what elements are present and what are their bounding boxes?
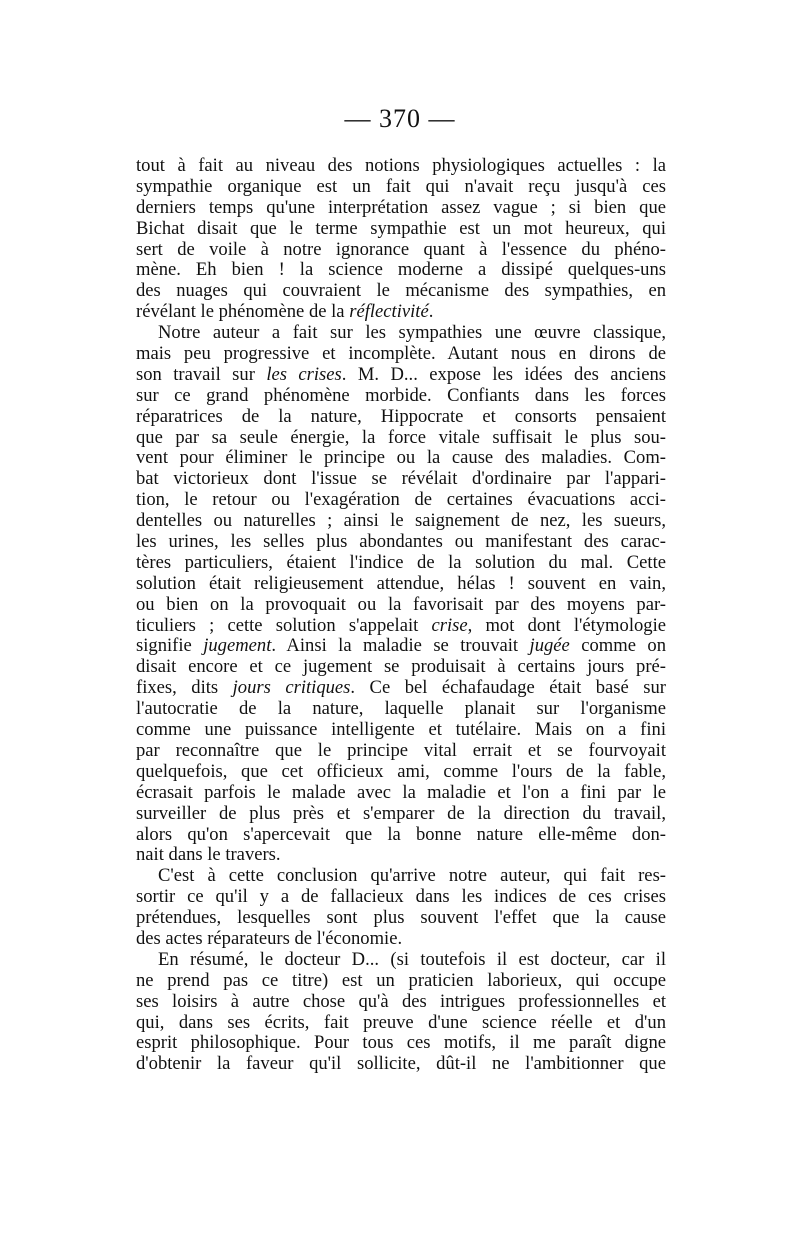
text-line: fixes, dits jours critiques. Ce bel échafaudage était basé sur (136, 678, 666, 699)
text-line: par reconnaître que le principe vital errait et se fourvoyait (136, 740, 666, 761)
text-line: sert de voile à notre ignorance quant à l'essence du phéno- (136, 239, 666, 260)
text-line: révélant le phénomène de la réflectivité. (136, 302, 434, 323)
text-line: son travail sur les crises. M. D... expose les idées des anciens (136, 364, 666, 385)
text-line: ses loisirs à autre chose qu'à des intrigues professionnelles et (136, 991, 666, 1012)
text-line: mais peu progressive et incomplète. Autant nous en dirons de (136, 344, 666, 365)
text-line: des actes réparateurs de l'économie. (136, 928, 403, 949)
text-line: quelquefois, que cet officieux ami, comme l'ours de la fable, (136, 761, 666, 782)
text-line: écrasait parfois le malade avec la maladie et l'on a fini par le (136, 782, 666, 803)
text-line: signifie jugement. Ainsi la maladie se trouvait jugée comme on (136, 636, 666, 657)
text-line: Notre auteur a fait sur les sympathies une œuvre classique, (158, 323, 666, 344)
paragraph (136, 866, 666, 950)
text-line: sympathie organique est un fait qui n'avait reçu jusqu'à ces (136, 176, 666, 197)
text-line: dentelles ou naturelles ; ainsi le saignement de nez, les sueurs, (136, 511, 666, 532)
text-line: les urines, les selles plus abondantes ou manifestant des carac- (136, 532, 666, 553)
text-line: tion, le retour ou l'exagération de certaines évacuations acci- (136, 490, 666, 511)
text-line: que par sa seule énergie, la force vitale suffisait le plus sou- (136, 427, 666, 448)
text-line: bat victorieux dont l'issue se révélait d'ordinaire par l'appari- (136, 469, 666, 490)
text-line: vent pour éliminer le principe ou la cause des maladies. Com- (136, 448, 666, 469)
text-line: tout à fait au niveau des notions physiologiques actuelles : la (136, 156, 666, 176)
text-line: l'autocratie de la nature, laquelle planait sur l'organisme (136, 699, 666, 720)
text-line: derniers temps qu'une interprétation assez vague ; si bien que (136, 197, 666, 218)
text-line: qui, dans ses écrits, fait preuve d'une science réelle et d'un (136, 1012, 666, 1033)
text-line: d'obtenir la faveur qu'il sollicite, dût-il ne l'ambitionner que (136, 1054, 666, 1075)
text-line: réparatrices de la nature, Hippocrate et consorts pensaient (136, 406, 666, 427)
text-line: En résumé, le docteur D... (si toutefois il est docteur, car il (158, 949, 666, 970)
text-line: surveiller de plus près et s'emparer de la direction du travail, (136, 803, 666, 824)
text-line: ou bien on la provoquait ou la favorisait par des moyens par- (136, 594, 666, 615)
text-line: sur ce grand phénomène morbide. Confiants dans les forces (136, 385, 666, 406)
text-line: ne prend pas ce titre) est un praticien laborieux, qui occupe (136, 970, 666, 991)
text-line: alors qu'on s'apercevait que la bonne nature elle-même don- (136, 824, 666, 845)
text-line: des nuages qui couvraient le mécanisme des sympathies, en (136, 281, 666, 302)
text-line: prétendues, lesquelles sont plus souvent l'effet que la cause (136, 908, 666, 929)
text-line: Bichat disait que le terme sympathie est un mot heureux, qui (136, 218, 666, 239)
body-text (136, 156, 666, 1075)
text-line: tères particuliers, étaient l'indice de la solution du mal. Cette (136, 552, 666, 573)
text-line: ticuliers ; cette solution s'appelait crise, mot dont l'étymologie (136, 615, 666, 636)
text-line: sortir ce qu'il y a de fallacieux dans les indices de ces crises (136, 887, 666, 908)
paragraph (136, 156, 666, 323)
text-line: solution était religieusement attendue, hélas ! souvent en vain, (136, 573, 666, 594)
text-line: comme une puissance intelligente et tutélaire. Mais on a fini (136, 720, 666, 741)
text-line: mène. Eh bien ! la science moderne a dissipé quelques-uns (136, 260, 666, 281)
paragraph (136, 323, 666, 866)
text-line: disait encore et ce jugement se produisait à certains jours pré- (136, 657, 666, 678)
text-line: C'est à cette conclusion qu'arrive notre auteur, qui fait res- (158, 866, 666, 887)
text-line: nait dans le travers. (136, 845, 281, 866)
paragraph (136, 950, 666, 1075)
text-line: esprit philosophique. Pour tous ces motifs, il me paraît digne (136, 1033, 666, 1054)
page-number: — 370 — (344, 104, 456, 133)
